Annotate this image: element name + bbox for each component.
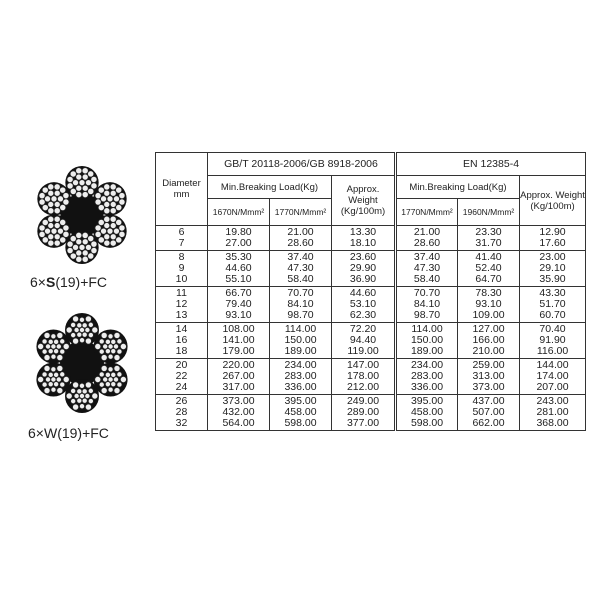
diameter-cell: 16 <box>156 335 208 346</box>
wire <box>51 196 57 202</box>
value-cell: 18.10 <box>332 238 396 251</box>
value-cell: 52.40 <box>458 263 520 274</box>
gb-min-breaking-load-header: Min.Breaking Load(Kg) <box>208 176 332 199</box>
wire <box>79 180 85 186</box>
wire <box>71 333 76 338</box>
wire <box>57 332 63 338</box>
value-cell: 207.00 <box>520 382 586 395</box>
value-cell: 23.60 <box>332 251 396 264</box>
wire <box>73 316 79 322</box>
value-cell: 234.00 <box>396 359 458 372</box>
en-standard-header: EN 12385-4 <box>396 153 586 176</box>
wire <box>110 240 116 246</box>
value-cell: 29.90 <box>332 263 396 274</box>
wire <box>79 317 84 322</box>
wire <box>99 382 104 387</box>
wire <box>82 389 87 394</box>
wire <box>51 367 56 372</box>
wire <box>105 339 110 344</box>
diameter-cell: 8 <box>156 251 208 264</box>
value-cell: 44.60 <box>208 263 270 274</box>
en-approx-weight-header: Approx. Weight (Kg/100m) <box>520 176 586 226</box>
diameter-cell: 14 <box>156 323 208 336</box>
wire <box>114 387 120 393</box>
value-cell: 598.00 <box>270 418 332 431</box>
wire <box>85 404 91 410</box>
value-cell: 84.10 <box>396 299 458 310</box>
wire <box>60 372 65 377</box>
wire <box>67 247 73 253</box>
value-cell: 37.40 <box>270 251 332 264</box>
wire <box>107 196 113 202</box>
value-cell: 141.00 <box>208 335 270 346</box>
value-cell: 458.00 <box>396 407 458 418</box>
value-cell: 78.30 <box>458 287 520 300</box>
table-row <box>156 346 586 359</box>
value-cell: 395.00 <box>270 395 332 408</box>
wire <box>119 225 125 231</box>
value-cell: 36.90 <box>332 274 396 287</box>
wire <box>88 398 93 403</box>
value-cell: 41.40 <box>458 251 520 264</box>
wire <box>107 228 113 234</box>
wire <box>108 354 113 359</box>
wire <box>88 322 93 327</box>
wire <box>108 334 113 339</box>
value-cell: 19.80 <box>208 226 270 239</box>
label-prefix: 6× <box>30 274 46 290</box>
wire <box>44 354 50 360</box>
value-cell: 27.00 <box>208 238 270 251</box>
wire <box>54 240 60 246</box>
value-cell: 368.00 <box>520 418 586 431</box>
value-cell: 507.00 <box>458 407 520 418</box>
wire <box>79 404 84 409</box>
wire <box>79 383 84 388</box>
wire <box>60 349 65 354</box>
wire <box>51 228 57 234</box>
value-cell: 21.00 <box>270 226 332 239</box>
wire <box>95 343 101 349</box>
wire <box>66 327 72 333</box>
wire <box>60 382 65 387</box>
value-cell: 28.60 <box>270 238 332 251</box>
value-cell: 150.00 <box>396 335 458 346</box>
wire <box>82 185 88 191</box>
wire <box>48 339 53 344</box>
label-prefix: 6× <box>28 425 44 441</box>
gb-approx-weight-header: Approx. Weight (Kg/100m) <box>332 176 396 226</box>
wire <box>63 376 69 382</box>
wire <box>88 332 93 337</box>
value-cell: 437.00 <box>458 395 520 408</box>
wire <box>120 343 126 349</box>
value-cell: 150.00 <box>270 335 332 346</box>
wire <box>66 393 72 399</box>
wire <box>108 367 113 372</box>
wire <box>38 343 44 349</box>
gb-grade-1670-header: 1670N/Mmm² <box>208 199 270 226</box>
wire <box>63 192 69 198</box>
wire <box>117 372 122 377</box>
value-cell: 60.70 <box>520 310 586 323</box>
value-cell: 174.00 <box>520 371 586 382</box>
value-cell: 189.00 <box>396 346 458 359</box>
wire <box>54 201 60 207</box>
diameter-cell: 28 <box>156 407 208 418</box>
value-cell: 598.00 <box>396 418 458 431</box>
value-cell: 283.00 <box>396 371 458 382</box>
value-cell: 108.00 <box>208 323 270 336</box>
value-cell: 127.00 <box>458 323 520 336</box>
value-cell: 289.00 <box>332 407 396 418</box>
wire <box>54 208 60 214</box>
wire <box>79 338 84 343</box>
value-cell: 17.60 <box>520 238 586 251</box>
wire <box>82 250 88 256</box>
wire <box>39 199 45 205</box>
wire <box>111 382 116 387</box>
wire <box>63 343 69 349</box>
wire <box>48 216 54 222</box>
wire <box>42 382 47 387</box>
wire <box>54 382 59 387</box>
wire <box>71 399 76 404</box>
value-cell: 373.00 <box>208 395 270 408</box>
diameter-cell: 9 <box>156 263 208 274</box>
value-cell: 70.70 <box>396 287 458 300</box>
value-cell: 313.00 <box>458 371 520 382</box>
wire <box>114 354 120 360</box>
wire <box>76 239 82 245</box>
table-body <box>156 226 586 431</box>
wire <box>95 376 101 382</box>
wire <box>105 372 110 377</box>
value-cell: 458.00 <box>270 407 332 418</box>
value-cell: 432.00 <box>208 407 270 418</box>
wire <box>39 231 45 237</box>
table-row <box>156 418 586 431</box>
value-cell: 35.30 <box>208 251 270 264</box>
value-cell: 210.00 <box>458 346 520 359</box>
value-cell: 259.00 <box>458 359 520 372</box>
value-cell: 93.10 <box>458 299 520 310</box>
wire <box>91 241 97 247</box>
wire <box>51 354 56 359</box>
value-cell: 72.20 <box>332 323 396 336</box>
value-cell: 98.70 <box>396 310 458 323</box>
wire <box>111 372 116 377</box>
wire <box>82 398 87 403</box>
wire <box>54 349 59 354</box>
value-cell: 662.00 <box>458 418 520 431</box>
value-cell: 243.00 <box>520 395 586 408</box>
value-cell: 249.00 <box>332 395 396 408</box>
wire <box>44 365 50 371</box>
wire <box>110 208 116 214</box>
value-cell: 44.60 <box>332 287 396 300</box>
wire <box>95 231 101 237</box>
wire <box>54 339 59 344</box>
wire <box>73 338 79 344</box>
wire <box>85 382 91 388</box>
value-cell: 47.30 <box>396 263 458 274</box>
value-cell: 564.00 <box>208 418 270 431</box>
wire <box>82 323 87 328</box>
rope-type-label-6xw19 <box>28 425 109 441</box>
wire <box>60 339 65 344</box>
wire <box>51 334 56 339</box>
label-strand: W <box>43 425 58 441</box>
wire <box>42 339 47 344</box>
wire <box>44 332 50 338</box>
wire <box>114 332 120 338</box>
wire <box>77 323 82 328</box>
wire <box>67 183 73 189</box>
wire <box>73 404 79 410</box>
wire <box>120 376 126 382</box>
value-cell: 212.00 <box>332 382 396 395</box>
value-cell: 37.40 <box>396 251 458 264</box>
value-cell: 336.00 <box>270 382 332 395</box>
value-cell: 28.60 <box>396 238 458 251</box>
wire <box>117 349 122 354</box>
value-cell: 189.00 <box>270 346 332 359</box>
wire <box>101 365 107 371</box>
wire <box>85 338 91 344</box>
value-cell: 166.00 <box>458 335 520 346</box>
wire <box>54 234 60 240</box>
wire <box>111 339 116 344</box>
wire <box>42 372 47 377</box>
wire <box>82 191 88 197</box>
wire <box>51 387 56 392</box>
value-cell: 66.70 <box>208 287 270 300</box>
wire <box>57 365 63 371</box>
wire <box>88 388 93 393</box>
value-cell: 116.00 <box>520 346 586 359</box>
diameter-cell: 10 <box>156 274 208 287</box>
value-cell: 93.10 <box>208 310 270 323</box>
wire <box>119 192 125 198</box>
wire <box>82 256 88 262</box>
value-cell: 31.70 <box>458 238 520 251</box>
wire <box>104 223 110 229</box>
wire <box>54 372 59 377</box>
diameter-cell: 6 <box>156 226 208 239</box>
wire <box>111 349 116 354</box>
diameter-cell: 7 <box>156 238 208 251</box>
diameter-cell: 24 <box>156 382 208 395</box>
table-row <box>156 382 586 395</box>
value-cell: 317.00 <box>208 382 270 395</box>
value-cell: 144.00 <box>520 359 586 372</box>
value-cell: 64.70 <box>458 274 520 287</box>
wire <box>71 388 76 393</box>
table-row <box>156 310 586 323</box>
wire <box>71 322 76 327</box>
wire <box>99 349 104 354</box>
value-cell: 51.70 <box>520 299 586 310</box>
wire <box>99 372 104 377</box>
wire <box>77 389 82 394</box>
wire <box>48 184 54 190</box>
value-cell: 13.30 <box>332 226 396 239</box>
value-cell: 23.30 <box>458 226 520 239</box>
value-cell: 114.00 <box>396 323 458 336</box>
value-cell: 70.70 <box>270 287 332 300</box>
value-cell: 58.40 <box>270 274 332 287</box>
wire <box>38 376 44 382</box>
wire <box>101 354 107 360</box>
value-cell: 29.10 <box>520 263 586 274</box>
wire <box>57 354 63 360</box>
value-cell: 220.00 <box>208 359 270 372</box>
wire <box>48 372 53 377</box>
label-suffix: (19)+FC <box>57 425 109 441</box>
value-cell: 47.30 <box>270 263 332 274</box>
rope-cross-section-6xs19-image <box>33 166 131 264</box>
table-row <box>156 238 586 251</box>
wire <box>114 365 120 371</box>
label-strand: S <box>45 274 56 290</box>
wire <box>117 339 122 344</box>
gb-grade-1770-header: 1770N/Mmm² <box>270 199 332 226</box>
en-min-breaking-load-header: Min.Breaking Load(Kg) <box>396 176 520 199</box>
wire <box>91 176 97 182</box>
value-cell: 119.00 <box>332 346 396 359</box>
diameter-cell: 32 <box>156 418 208 431</box>
table-row <box>156 274 586 287</box>
value-cell: 12.90 <box>520 226 586 239</box>
value-cell: 62.30 <box>332 310 396 323</box>
value-cell: 58.40 <box>396 274 458 287</box>
value-cell: 395.00 <box>396 395 458 408</box>
value-cell: 23.00 <box>520 251 586 264</box>
gb-standard-header: GB/T 20118-2006/GB 8918-2006 <box>208 153 396 176</box>
diameter-cell: 13 <box>156 310 208 323</box>
en-grade-1960-header: 1960N/Mmm² <box>458 199 520 226</box>
value-cell: 53.10 <box>332 299 396 310</box>
value-cell: 84.10 <box>270 299 332 310</box>
wire <box>63 225 69 231</box>
wire <box>85 316 91 322</box>
rope-type-label-6xs19 <box>30 274 107 290</box>
value-cell: 179.00 <box>208 346 270 359</box>
value-cell: 114.00 <box>270 323 332 336</box>
value-cell: 35.90 <box>520 274 586 287</box>
wire <box>92 327 98 333</box>
wire <box>117 382 122 387</box>
wire <box>104 184 110 190</box>
diameter-header: Diameter mm <box>156 153 208 226</box>
wire <box>57 387 63 393</box>
value-cell: 91.90 <box>520 335 586 346</box>
value-cell: 373.00 <box>458 382 520 395</box>
wire <box>76 168 82 174</box>
wire <box>104 216 110 222</box>
wire <box>101 332 107 338</box>
value-cell: 267.00 <box>208 371 270 382</box>
rope-cross-section-6xw19-image <box>32 313 132 413</box>
wire <box>108 387 113 392</box>
value-cell: 109.00 <box>458 310 520 323</box>
wire <box>99 339 104 344</box>
value-cell: 234.00 <box>270 359 332 372</box>
value-cell: 283.00 <box>270 371 332 382</box>
value-cell: 178.00 <box>332 371 396 382</box>
value-cell: 21.00 <box>396 226 458 239</box>
diameter-cell: 12 <box>156 299 208 310</box>
wire <box>95 199 101 205</box>
value-cell: 147.00 <box>332 359 396 372</box>
wire <box>42 349 47 354</box>
wire <box>76 174 82 180</box>
value-cell: 55.10 <box>208 274 270 287</box>
label-suffix: (19)+FC <box>55 274 108 290</box>
en-grade-1770-header: 1770N/Mmm² <box>396 199 458 226</box>
value-cell: 43.30 <box>520 287 586 300</box>
wire <box>73 382 79 388</box>
value-cell: 377.00 <box>332 418 396 431</box>
wire <box>79 244 85 250</box>
diameter-cell: 11 <box>156 287 208 300</box>
value-cell: 281.00 <box>520 407 586 418</box>
value-cell: 70.40 <box>520 323 586 336</box>
diameter-cell: 18 <box>156 346 208 359</box>
wire <box>92 393 98 399</box>
diameter-cell: 22 <box>156 371 208 382</box>
wire <box>82 332 87 337</box>
value-cell: 94.40 <box>332 335 396 346</box>
wire <box>76 232 82 238</box>
rope-spec-table <box>155 152 586 431</box>
diameter-cell: 26 <box>156 395 208 408</box>
value-cell: 98.70 <box>270 310 332 323</box>
wire <box>101 387 107 393</box>
wire <box>104 190 110 196</box>
value-cell: 336.00 <box>396 382 458 395</box>
diameter-cell: 20 <box>156 359 208 372</box>
value-cell: 79.40 <box>208 299 270 310</box>
wire <box>44 387 50 393</box>
